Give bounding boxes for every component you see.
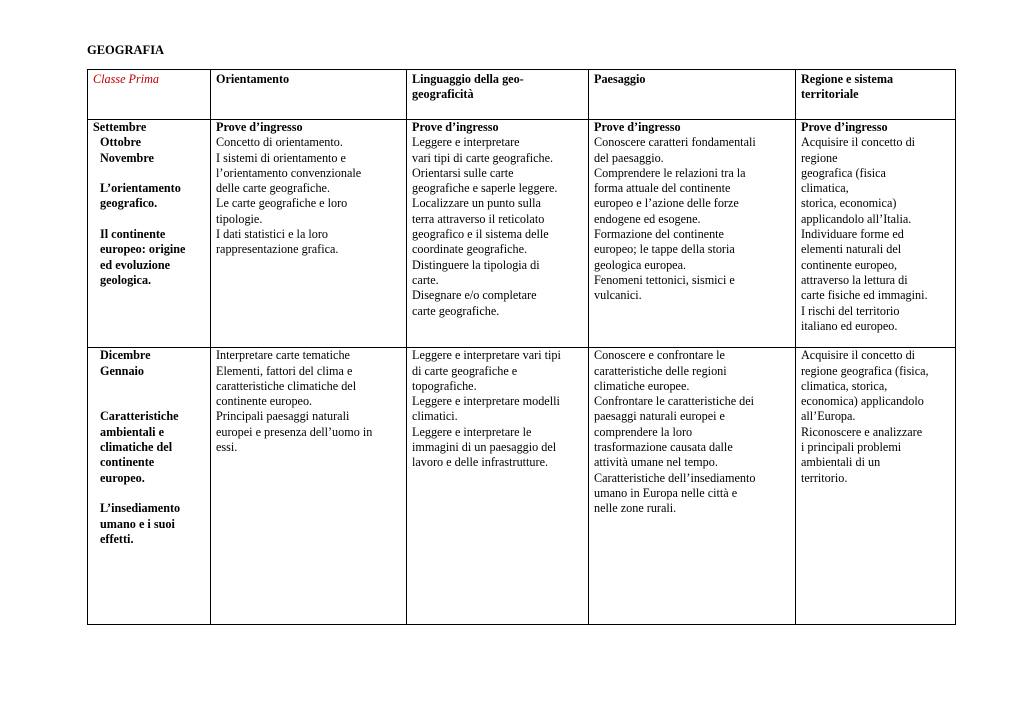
cell-orientamento: [211, 348, 407, 625]
text-line: Linguaggio della geo-: [412, 72, 524, 86]
cell-regione: [796, 348, 956, 625]
header-paesaggio: [589, 70, 796, 120]
september-paesaggio: Prove d’ingresso: [589, 120, 796, 136]
text-line: umano e i suoi: [100, 516, 175, 531]
text-line: vulcanici.: [594, 288, 642, 303]
text-line: comprendere la loro: [594, 424, 693, 439]
text-line: geografico e il sistema delle: [412, 227, 549, 242]
page-title: GEOGRAFIA: [87, 43, 165, 57]
month-settembre: Settembre: [88, 120, 211, 136]
text-line: applicandolo all’Italia.: [801, 211, 912, 226]
text-line: continente: [100, 455, 155, 470]
text-line: Principali paesaggi naturali: [216, 409, 350, 424]
text-line: Interpretare carte tematiche: [216, 348, 350, 363]
text-line: italiano ed europeo.: [801, 318, 898, 333]
text-line: attività umane nel tempo.: [594, 455, 718, 470]
text-line: geologica europea.: [594, 257, 687, 272]
september-regione: Prove d’ingresso: [796, 120, 956, 136]
text-line: ambientali di un: [801, 455, 881, 470]
text-line: geografico.: [100, 196, 158, 211]
text-line: essi.: [216, 440, 238, 455]
text-line: Comprendere le relazioni tra la: [594, 165, 746, 180]
text-line: Novembre: [100, 150, 154, 165]
text-line: Orientamento: [216, 72, 290, 86]
text-line: l’orientamento convenzionale: [216, 165, 362, 180]
text-line: climatica, storica,: [801, 378, 888, 393]
text-line: geografiche e saperle leggere.: [412, 181, 558, 196]
text-line: endogene ed esogene.: [594, 211, 701, 226]
text-line: immagini di un paesaggio del: [412, 440, 557, 455]
header-classe-prima: [88, 70, 211, 120]
cell-linguaggio: [407, 348, 589, 625]
text-line: topografiche.: [412, 378, 477, 393]
text-line: ed evoluzione: [100, 257, 171, 272]
text-line: I sistemi di orientamento e: [216, 150, 346, 165]
text-line: europeo: origine: [100, 242, 186, 257]
cell-orientamento: [211, 135, 407, 348]
table-header-row: [88, 70, 956, 120]
text-line: caratteristiche delle regioni: [594, 363, 727, 378]
text-line: delle carte geografiche.: [216, 181, 331, 196]
text-line: Ottobre: [100, 135, 142, 150]
table-row-september: [88, 120, 956, 136]
text-line: Confrontare le caratteristiche dei: [594, 394, 755, 409]
text-line: carte fisiche ed immagini.: [801, 288, 928, 303]
text-line: effetti.: [100, 531, 134, 546]
text-line: carte geografiche.: [412, 303, 500, 318]
text-line: I rischi del territorio: [801, 303, 900, 318]
text-line: Conoscere e confrontare le: [594, 348, 725, 363]
curriculum-table: [87, 69, 956, 625]
text-line: coordinate geografiche.: [412, 242, 528, 257]
text-line: [100, 212, 205, 227]
september-orientamento: Prove d’ingresso: [211, 120, 407, 136]
text-line: ambientali e: [100, 424, 164, 439]
cell-paesaggio: [589, 348, 796, 625]
table-row: [88, 135, 956, 348]
text-line: territoriale: [801, 87, 859, 102]
text-line: europeo e l’azione delle forze: [594, 196, 739, 211]
text-line: di carte geografiche e: [412, 363, 518, 378]
text-line: territorio.: [801, 470, 848, 485]
text-line: Caratteristiche: [100, 409, 179, 424]
text-line: Individuare forme ed: [801, 227, 904, 242]
text-line: europei e presenza dell’uomo in: [216, 424, 373, 439]
text-line: Riconoscere e analizzare: [801, 424, 923, 439]
text-line: Orientarsi sulle carte: [412, 165, 514, 180]
text-line: economica) applicandolo: [801, 394, 924, 409]
september-linguaggio: Prove d’ingresso: [407, 120, 589, 136]
text-line: Leggere e interpretare vari tipi: [412, 348, 561, 363]
text-line: climatici.: [412, 409, 458, 424]
text-line: nelle zone rurali.: [594, 501, 677, 516]
text-line: europeo.: [100, 470, 145, 485]
text-line: Paesaggio: [594, 72, 646, 86]
text-line: Regione e sistema: [801, 72, 894, 86]
header-regione: [796, 70, 956, 120]
text-line: i principali problemi: [801, 440, 902, 455]
text-line: regione: [801, 150, 838, 165]
text-line: attraverso la lettura di: [801, 272, 908, 287]
text-line: Distinguere la tipologia di: [412, 257, 540, 272]
text-line: climatica,: [801, 181, 849, 196]
header-orientamento: [211, 70, 407, 120]
text-line: terra attraverso il reticolato: [412, 211, 545, 226]
text-line: Formazione del continente: [594, 227, 724, 242]
cell-regione: [796, 135, 956, 348]
text-line: carte.: [412, 272, 439, 287]
text-line: all’Europa.: [801, 409, 856, 424]
text-line: climatiche europee.: [594, 378, 690, 393]
text-line: rappresentazione grafica.: [216, 242, 339, 257]
text-line: regione geografica (fisica,: [801, 363, 929, 378]
text-line: caratteristiche climatiche del: [216, 378, 357, 393]
period-cell-oct-nov: [88, 135, 211, 348]
text-line: europeo; le tappe della storia: [594, 242, 735, 257]
text-line: Leggere e interpretare le: [412, 424, 532, 439]
text-line: vari tipi di carte geografiche.: [412, 150, 554, 165]
cell-linguaggio: [407, 135, 589, 348]
text-line: Fenomeni tettonici, sismici e: [594, 272, 735, 287]
text-line: elementi naturali del: [801, 242, 902, 257]
table-row: [88, 348, 956, 625]
text-line: forma attuale del continente: [594, 181, 731, 196]
text-line: Acquisire il concetto di: [801, 348, 916, 363]
text-line: [100, 394, 205, 409]
text-line: Dicembre: [100, 348, 151, 363]
text-line: Concetto di orientamento.: [216, 135, 343, 150]
period-cell-dec-jan: [88, 348, 211, 625]
header-linguaggio: [407, 70, 589, 120]
text-line: Classe Prima: [93, 72, 160, 86]
text-line: [100, 379, 205, 394]
text-line: geografica (fisica: [801, 165, 886, 180]
text-line: Il continente: [100, 227, 166, 242]
text-line: Disegnare e/o completare: [412, 288, 537, 303]
text-line: umano in Europa nelle città e: [594, 485, 738, 500]
text-line: paesaggi naturali europei e: [594, 409, 725, 424]
text-line: geologica.: [100, 272, 152, 287]
text-line: [100, 486, 205, 501]
text-line: L’orientamento: [100, 181, 181, 196]
text-line: [100, 166, 205, 181]
text-line: climatiche del: [100, 440, 173, 455]
text-line: tipologie.: [216, 211, 263, 226]
cell-paesaggio: [589, 135, 796, 348]
text-line: Caratteristiche dell’insediamento: [594, 470, 756, 485]
text-line: Acquisire il concetto di: [801, 135, 916, 150]
text-line: del paesaggio.: [594, 150, 664, 165]
text-line: lavoro e delle infrastrutture.: [412, 455, 549, 470]
text-line: continente europeo,: [801, 257, 898, 272]
text-line: Leggere e interpretare: [412, 135, 520, 150]
text-line: continente europeo.: [216, 394, 313, 409]
text-line: L’insediamento: [100, 501, 181, 516]
text-line: I dati statistici e la loro: [216, 227, 329, 242]
text-line: Gennaio: [100, 363, 145, 378]
text-line: geograficità: [412, 87, 474, 102]
text-line: Localizzare un punto sulla: [412, 196, 541, 211]
text-line: storica, economica): [801, 196, 897, 211]
text-line: Leggere e interpretare modelli: [412, 394, 560, 409]
text-line: Le carte geografiche e loro: [216, 196, 348, 211]
text-line: trasformazione causata dalle: [594, 440, 733, 455]
text-line: Elementi, fattori del clima e: [216, 363, 353, 378]
text-line: Conoscere caratteri fondamentali: [594, 135, 756, 150]
